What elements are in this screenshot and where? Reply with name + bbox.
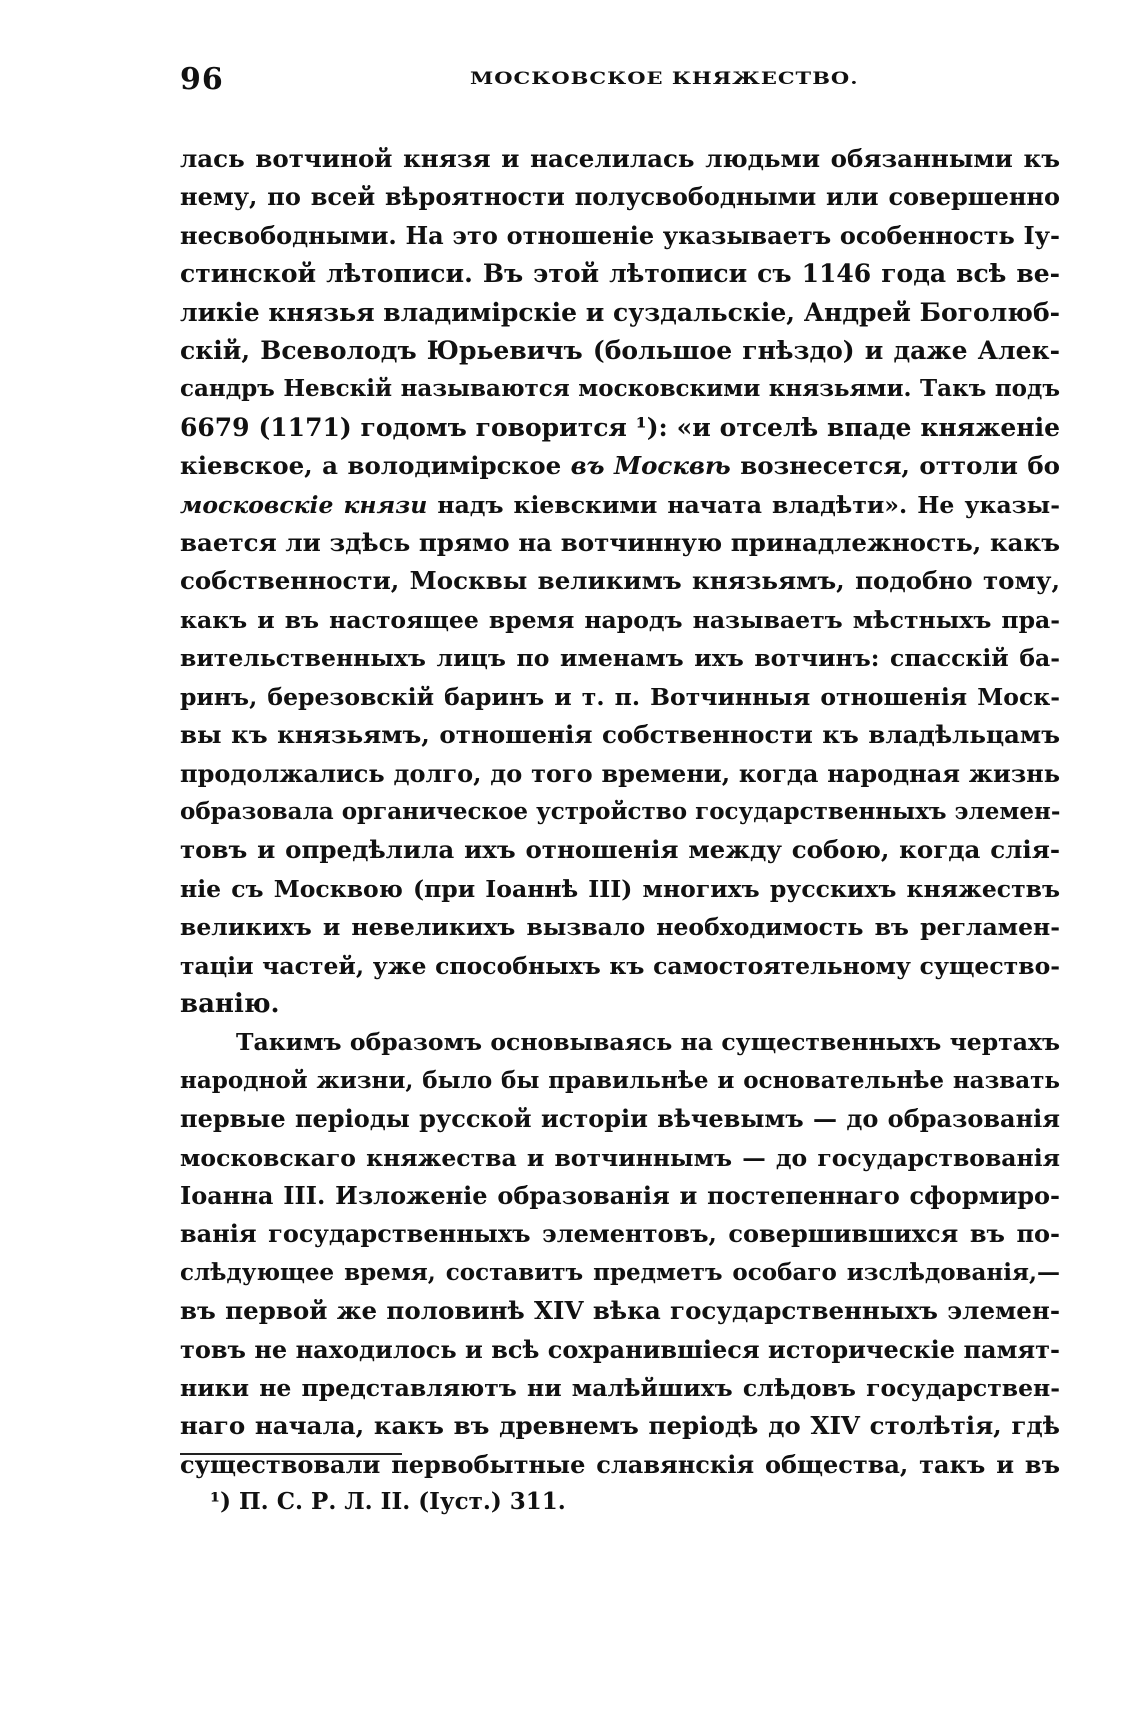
text-line: Іоанна III. Изложеніе образованія и постепеннаго сформиро-: [180, 1180, 1060, 1210]
text-line: несвободными. На это отношеніе указываетъ особенность Іу-: [180, 220, 1060, 250]
text-line: вается ли здѣсь прямо на вотчинную принадлежность, какъ: [180, 528, 1060, 558]
page-number: 96: [180, 62, 224, 97]
text-line: ники не представляютъ ни малѣйшихъ слѣдовъ государствен-: [180, 1374, 1060, 1402]
text-line: товъ не находилось и всѣ сохранившіеся историческіе памят-: [180, 1334, 1060, 1364]
text-line: 6679 (1171) годомъ говорится ¹): «и отселѣ впаде княженіе: [180, 412, 1060, 442]
text-line: стинской лѣтописи. Въ этой лѣтописи съ 1146 года всѣ ве-: [180, 259, 1060, 289]
text-line: вы къ князьямъ, отношенія собственности къ владѣльцамъ: [180, 720, 1060, 750]
text-line: наго начала, какъ въ древнемъ періодѣ до XIV столѣтія, гдѣ: [180, 1411, 1060, 1441]
running-head: МОСКОВСКОЕ КНЯЖЕСТВО.: [470, 68, 859, 88]
text-line: вительственныхъ лицъ по именамъ ихъ вотчинъ: спасскій ба-: [180, 644, 1060, 673]
text-run: вознесется, оттоли бо: [730, 451, 1061, 481]
main-text: [180, 140, 1061, 1479]
text-line: сандръ Невскій называются московскими князьями. Такъ подъ: [180, 375, 1060, 403]
text-line: собственности, Москвы великимъ князьямъ, подобно тому,: [180, 566, 1060, 596]
text-run: кіевское, а володимірское: [180, 451, 571, 481]
footnote: ¹) П. С. Р. Л. II. (Іуст.) 311.: [210, 1488, 566, 1515]
text-line: [180, 447, 1060, 485]
text-line: въ первой же половинѣ XIV вѣка государственныхъ элемен-: [180, 1296, 1060, 1326]
text-line: образовала органическое устройство государственныхъ элемен-: [180, 797, 1061, 825]
text-line: лась вотчиной князя и населилась людьми обязанными къ: [180, 144, 1060, 173]
text-line: первые періоды русской исторіи вѣчевымъ — до образованія: [180, 1104, 1060, 1134]
text-line: товъ и опредѣлила ихъ отношенія между собою, когда слія-: [180, 835, 1060, 865]
text-line: таціи частей, уже способныхъ къ самостоятельному существо-: [180, 951, 1060, 980]
text-line: ликіе князья владимірскіе и суздальскіе, Андрей Боголюб-: [180, 297, 1060, 327]
text-line: продолжались долго, до того времени, когда народная жизнь: [180, 758, 1060, 788]
text-line: народной жизни, было бы правильнѣе и основательнѣе назвать: [180, 1066, 1060, 1094]
text-line: ванія государственныхъ элементовъ, совершившихся въ по-: [180, 1219, 1060, 1249]
italic-phrase: московскіе князи: [180, 490, 428, 519]
text-line: [180, 486, 1060, 524]
text-run: надъ кіевскими начата владѣти». Не указы-: [427, 490, 1060, 519]
text-line: какъ и въ настоящее время народъ называетъ мѣстныхъ пра-: [180, 605, 1060, 634]
text-line: ніе съ Москвою (при Іоаннѣ III) многихъ русскихъ княжествъ: [180, 874, 1060, 903]
footnote-rule: [180, 1453, 402, 1455]
italic-phrase: въ Москвѣ: [570, 451, 731, 481]
text-line: нему, по всей вѣроятности полусвободными или совершенно: [180, 182, 1060, 212]
text-line: ванію.: [180, 988, 280, 1019]
text-line: московскаго княжества и вотчиннымъ — до государствованія: [180, 1143, 1060, 1172]
text-line: скій, Всеволодъ Юрьевичъ (большое гнѣздо) и даже Алек-: [180, 336, 1060, 366]
text-line: слѣдующее время, составитъ предметъ особаго изслѣдованія,—: [180, 1258, 1060, 1286]
text-line: Такимъ образомъ основываясь на существенныхъ чертахъ: [236, 1028, 1060, 1057]
text-line: великихъ и невеликихъ вызвало необходимость въ регламен-: [180, 913, 1060, 942]
text-line: существовали первобытные славянскія общества, такъ и въ: [180, 1449, 1060, 1479]
text-line: ринъ, березовскій баринъ и т. п. Вотчинныя отношенія Моск-: [180, 682, 1060, 711]
page-header: [180, 62, 1060, 102]
